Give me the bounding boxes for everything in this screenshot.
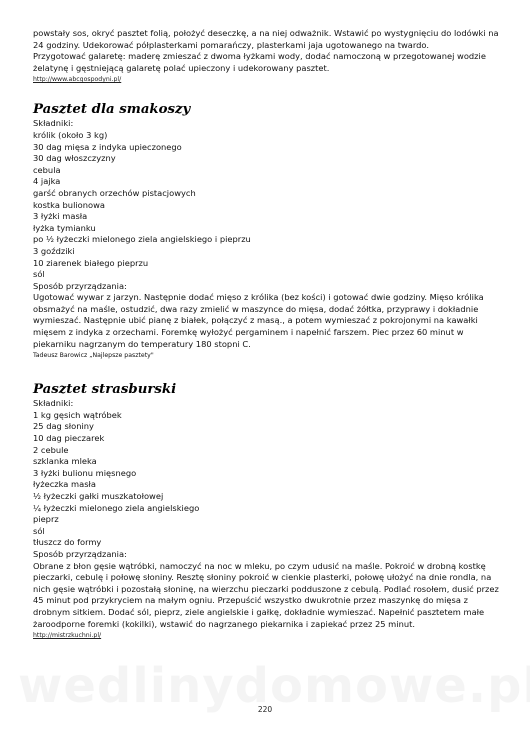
ingredient-item: 3 łyżki masła [33,211,88,222]
source-link-mistrzkuchni[interactable]: http://mistrzkuchni.pl/ [33,632,102,640]
intro-jelly-paragraph: Przygotować galaretę: maderę zmieszać z dwoma łyżkami wody, dodać namoczoną w przegotowanej wodzie żelatynę i gęstniejącą galaretę polać upieczony i udekorowany pasztet. [33,51,486,73]
source-citation: Tadeusz Barowicz „Najlepsze pasztety" [33,352,154,360]
ingredient-item: 10 dag pieczarek [33,433,105,444]
ingredient-item: 1 kg gęsich wątróbek [33,409,122,420]
recipe-title: Pasztet strasburski [33,382,177,398]
ingredient-item: sól [33,269,45,280]
method-label: Sposób przyrządzania: [33,548,127,559]
ingredient-item: łyżka tymianku [33,222,96,233]
ingredient-item: 30 dag mięsa z indyka upieczonego [33,141,182,152]
ingredient-item: po ½ łyżeczki mielonego ziela angielskiego i pieprzu [33,234,251,245]
page-number: 220 [257,705,273,714]
recipe-title: Pasztet dla smakoszy [33,102,191,118]
method-paragraph: Ugotować wywar z jarzyn. Następnie dodać mięso z królika (bez kości) i gotować dwie godziny. Mięso królika obsmażyć na maśle, ostudzić, dwa razy zmielić w maszynce do mięsa, dodać żółtka, przyprawy i dokładnie wymieszać. Następnie ubić pianę z białek, połączyć z masą., a potem wymieszać z pokrojonymi na kawałki mięsem z indyka z orzechami. Foremkę wyłożyć pergaminem i napełnić farszem. Piec przez 60 minut w piekarniku nagrzanym do temperatury 180 stopni C. [33,292,484,349]
method-paragraph: Obrane z błon gęsie wątróbki, namoczyć na noc w mleku, po czym udusić na maśle. Pokroić w drobną kostkę pieczarki, cebulę i połowę słoniny. Resztę słoniny pokroić w cienkie plasterki, połowę ułożyć na dnie rondla, na nich gęsie wątróbki i pozostałą słoninę, na wierzchu pieczarki podduszone z cebulą. Podlać rosołem, dusić przez 45 minut pod przykryciem na małym ogniu. Przepuścić wszystko dwukrotnie przez maszynkę do mięsa z drobnym sitkiem. Dodać sól, pieprz, ziele angielskie i gałkę, dokładnie wymieszać. Napełnić pasztetem małe żaroodporne foremki (kokilki), wstawić do nagrzanego piekarnika i zapiekać przez 25 minut. [33,560,499,629]
page-content [33,28,503,640]
ingredient-item: ¼ łyżeczki mielonego ziela angielskiego [33,502,200,513]
ingredient-item: 3 łyżki bulionu mięsnego [33,467,137,478]
ingredients-list [33,130,503,281]
method-label: Sposób przyrządzania: [33,280,127,291]
source-link-abcgospodyni[interactable]: http://www.abcgospodyni.pl/ [33,76,122,84]
ingredient-item: 10 ziarenek białego pieprzu [33,257,149,268]
ingredient-item: cebula [33,164,61,175]
ingredients-list [33,410,503,549]
ingredient-item: szklanka mleka [33,456,97,467]
spacer [33,84,503,102]
ingredients-label: Składniki: [33,398,74,409]
ingredient-item: łyżeczka masła [33,479,96,490]
ingredient-item: sól [33,525,45,536]
ingredient-item: 4 jajka [33,176,61,187]
intro-paragraph: powstały sos, okryć pasztet folią, położyć deseczkę, a na niej odważnik. Wstawić po wystygnięciu do lodówki na 24 godziny. Udekorować półplasterkami pomarańczy, plasterkami jaja ugotowanego na twardo. [33,28,499,50]
ingredient-item: kostka bulionowa [33,199,105,210]
ingredient-item: garść obranych orzechów pistacjowych [33,187,196,198]
ingredient-item: królik (około 3 kg) [33,129,108,140]
ingredient-item: ½ łyżeczki gałki muszkatołowej [33,491,164,501]
ingredient-item: 3 goździki [33,245,75,256]
ingredients-label: Składniki: [33,118,74,129]
ingredient-item: tłuszcz do formy [33,537,102,548]
ingredient-item: 30 dag włoszczyzny [33,153,116,164]
spacer [33,360,503,382]
ingredient-item: 2 cebule [33,444,69,455]
ingredient-item: 25 dag słoniny [33,421,94,432]
ingredient-item: pieprz [33,514,59,525]
